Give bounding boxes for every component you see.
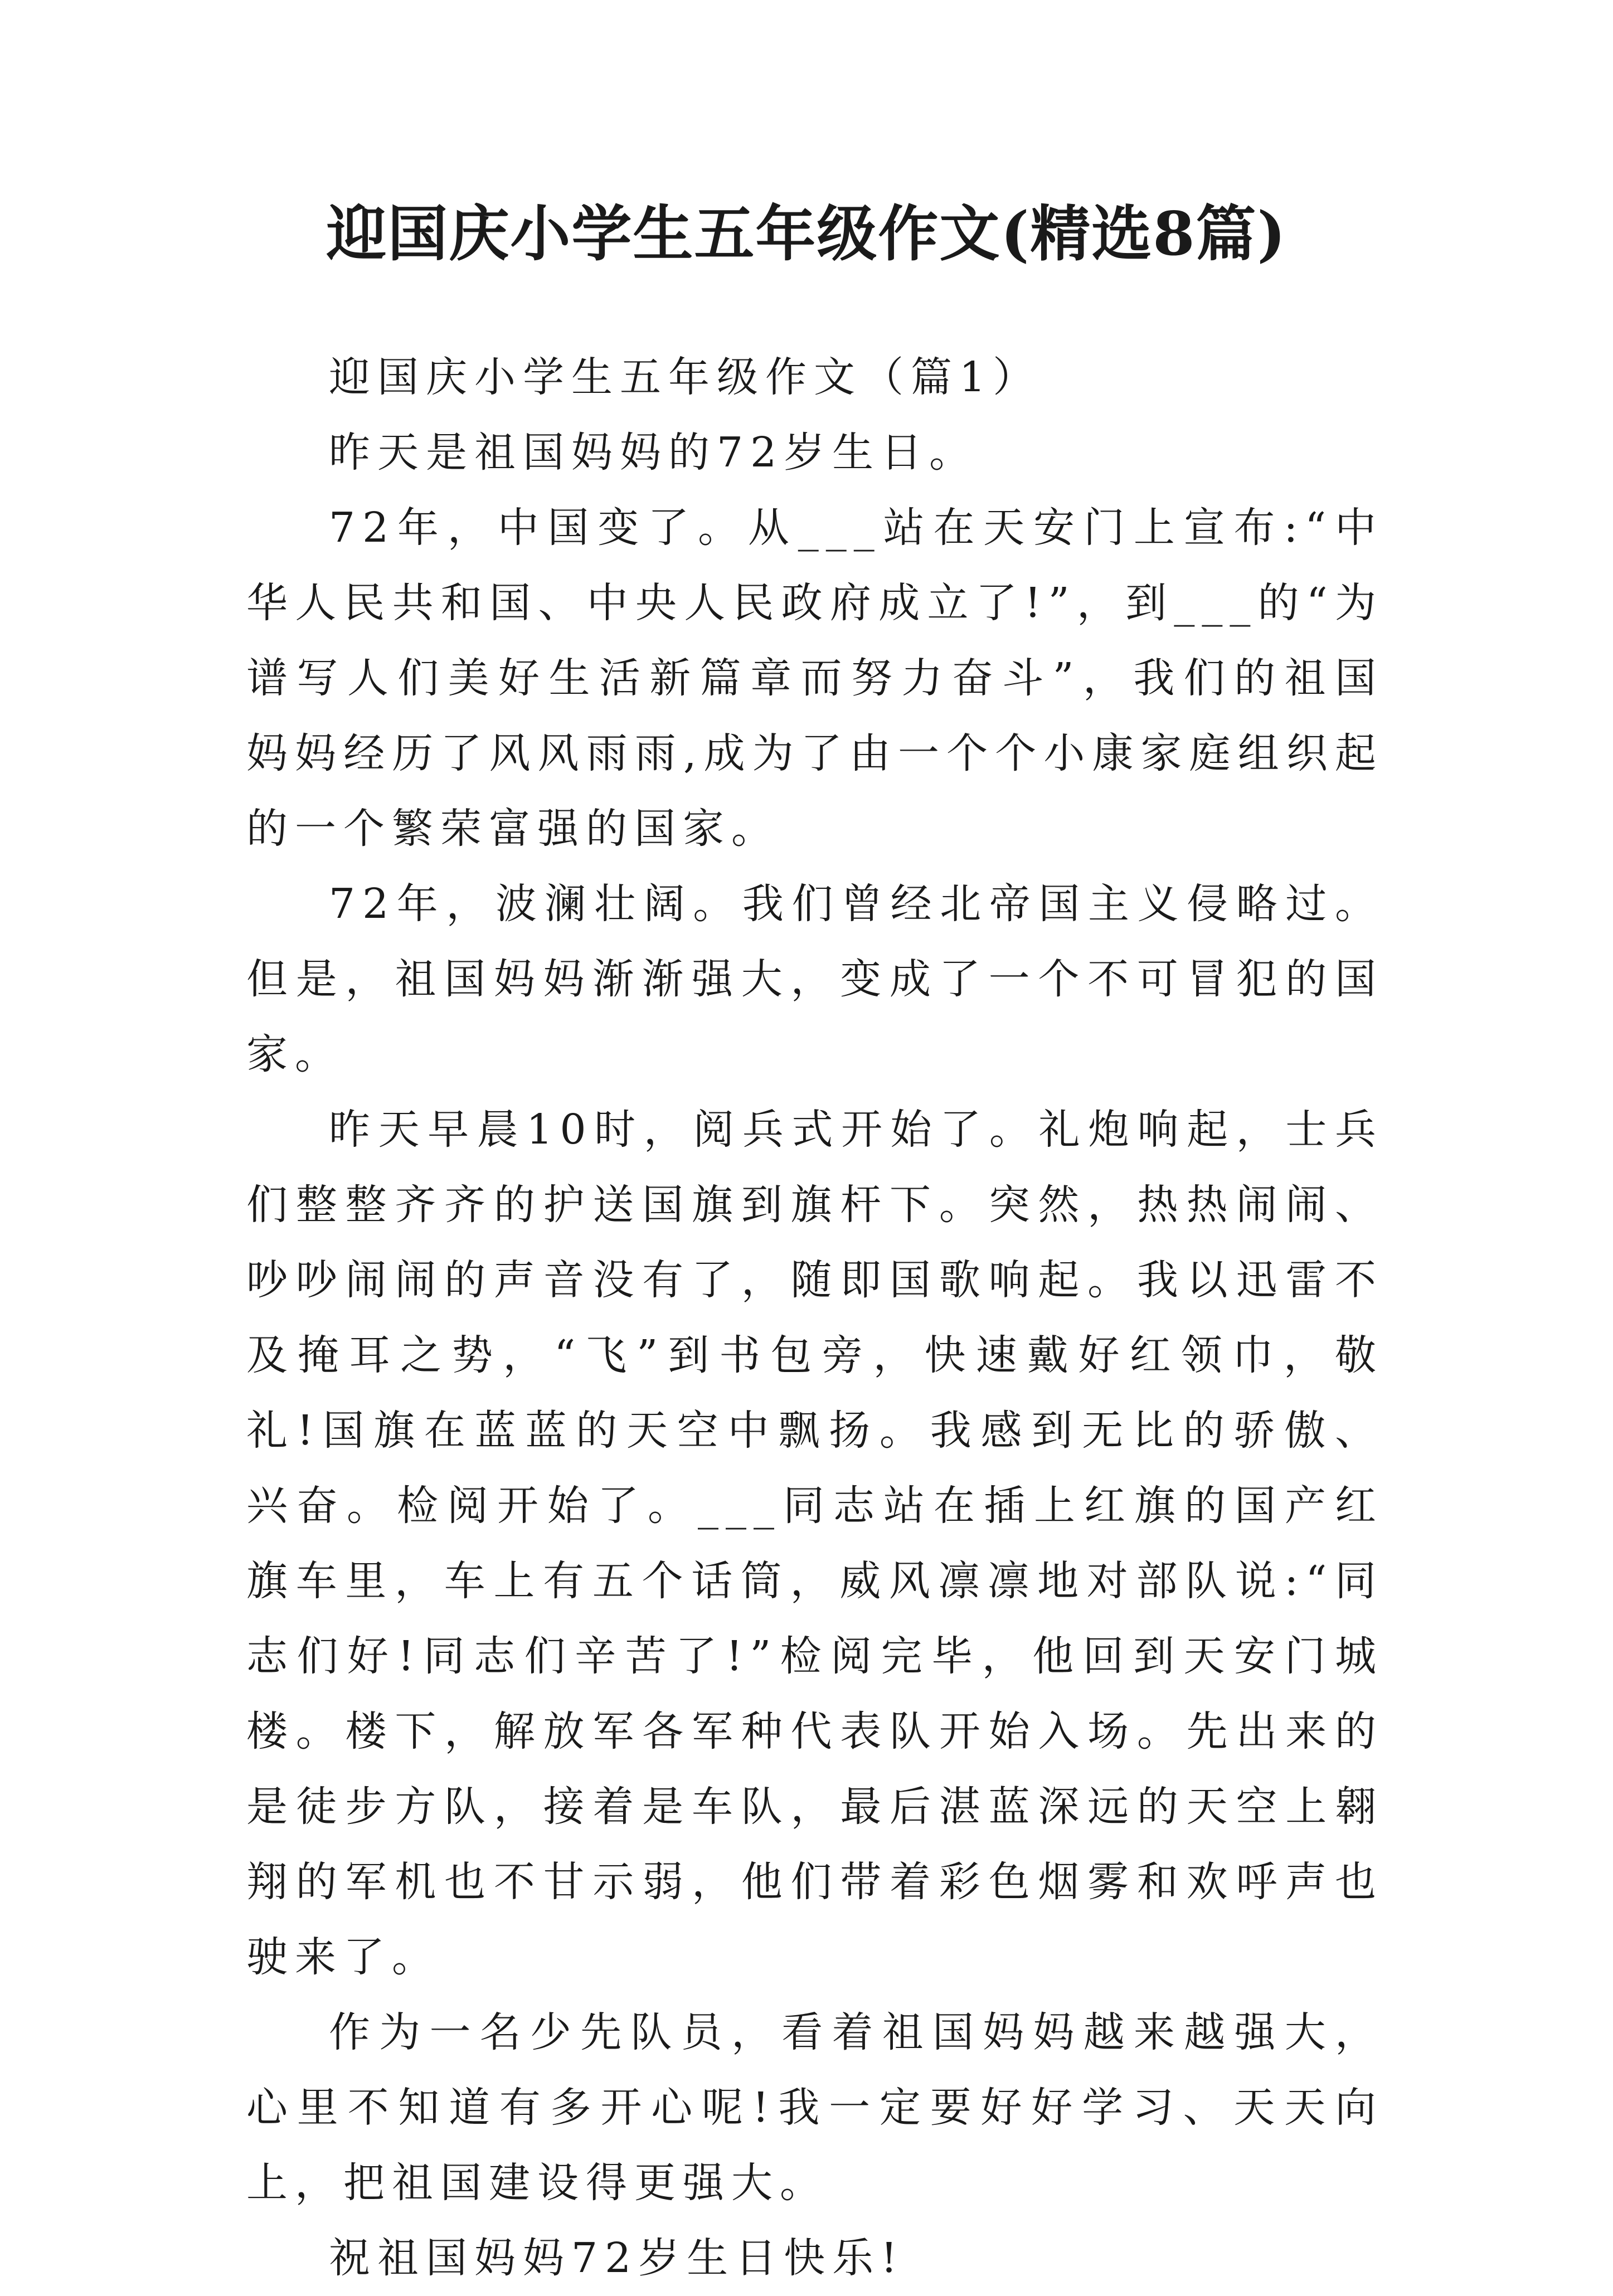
paragraph: 昨天早晨10时，阅兵式开始了。礼炮响起，士兵们整整齐齐的护送国旗到旗杆下。突然，热热闹闹、吵吵闹闹的声音没有了，随即国歌响起。我以迅雷不及掩耳之势，“飞”到书包旁，快速戴好红领巾，敬礼!国旗在蓝蓝的天空中飘扬。我感到无比的骄傲、兴奋。检阅开始了。___同志站在插上红旗的国产红旗车里，车上有五个话筒，威风凛凛地对部队说:“同志们好!同志们辛苦了!”检阅完毕，他回到天安门城楼。楼下，解放军各军种代表队开始入场。先出来的是徒步方队，接着是车队，最后湛蓝深远的天空上翱翔的军机也不甘示弱，他们带着彩色烟雾和欢呼声也驶来了。 — [246, 1106, 1383, 1981]
document-title: 迎国庆小学生五年级作文(精选8篇) — [326, 199, 1287, 269]
paragraph: 作为一名少先队员，看着祖国妈妈越来越强大，心里不知道有多开心呢!我一定要好好学习、天天向上，把祖国建设得更强大。 — [246, 2008, 1383, 2207]
paragraph: 祝祖国妈妈72岁生日快乐! — [329, 2234, 905, 2282]
section-heading: 迎国庆小学生五年级作文（篇1） — [329, 353, 1042, 401]
paragraph: 昨天是祖国妈妈的72岁生日。 — [329, 429, 978, 476]
document-body — [246, 340, 1383, 2296]
paragraph: 72年，中国变了。从___站在天安门上宣布:“中华人民共和国、中央人民政府成立了!”，到___的“为谱写人们美好生活新篇章而努力奋斗”，我们的祖国妈妈经历了风风雨雨,成为了由一个个小康家庭组织起的一个繁荣富强的国家。 — [246, 504, 1383, 853]
paragraph: 72年，波澜壮阔。我们曾经北帝国主义侵略过。但是，祖国妈妈渐渐强大，变成了一个不可冒犯的国家。 — [246, 880, 1383, 1078]
